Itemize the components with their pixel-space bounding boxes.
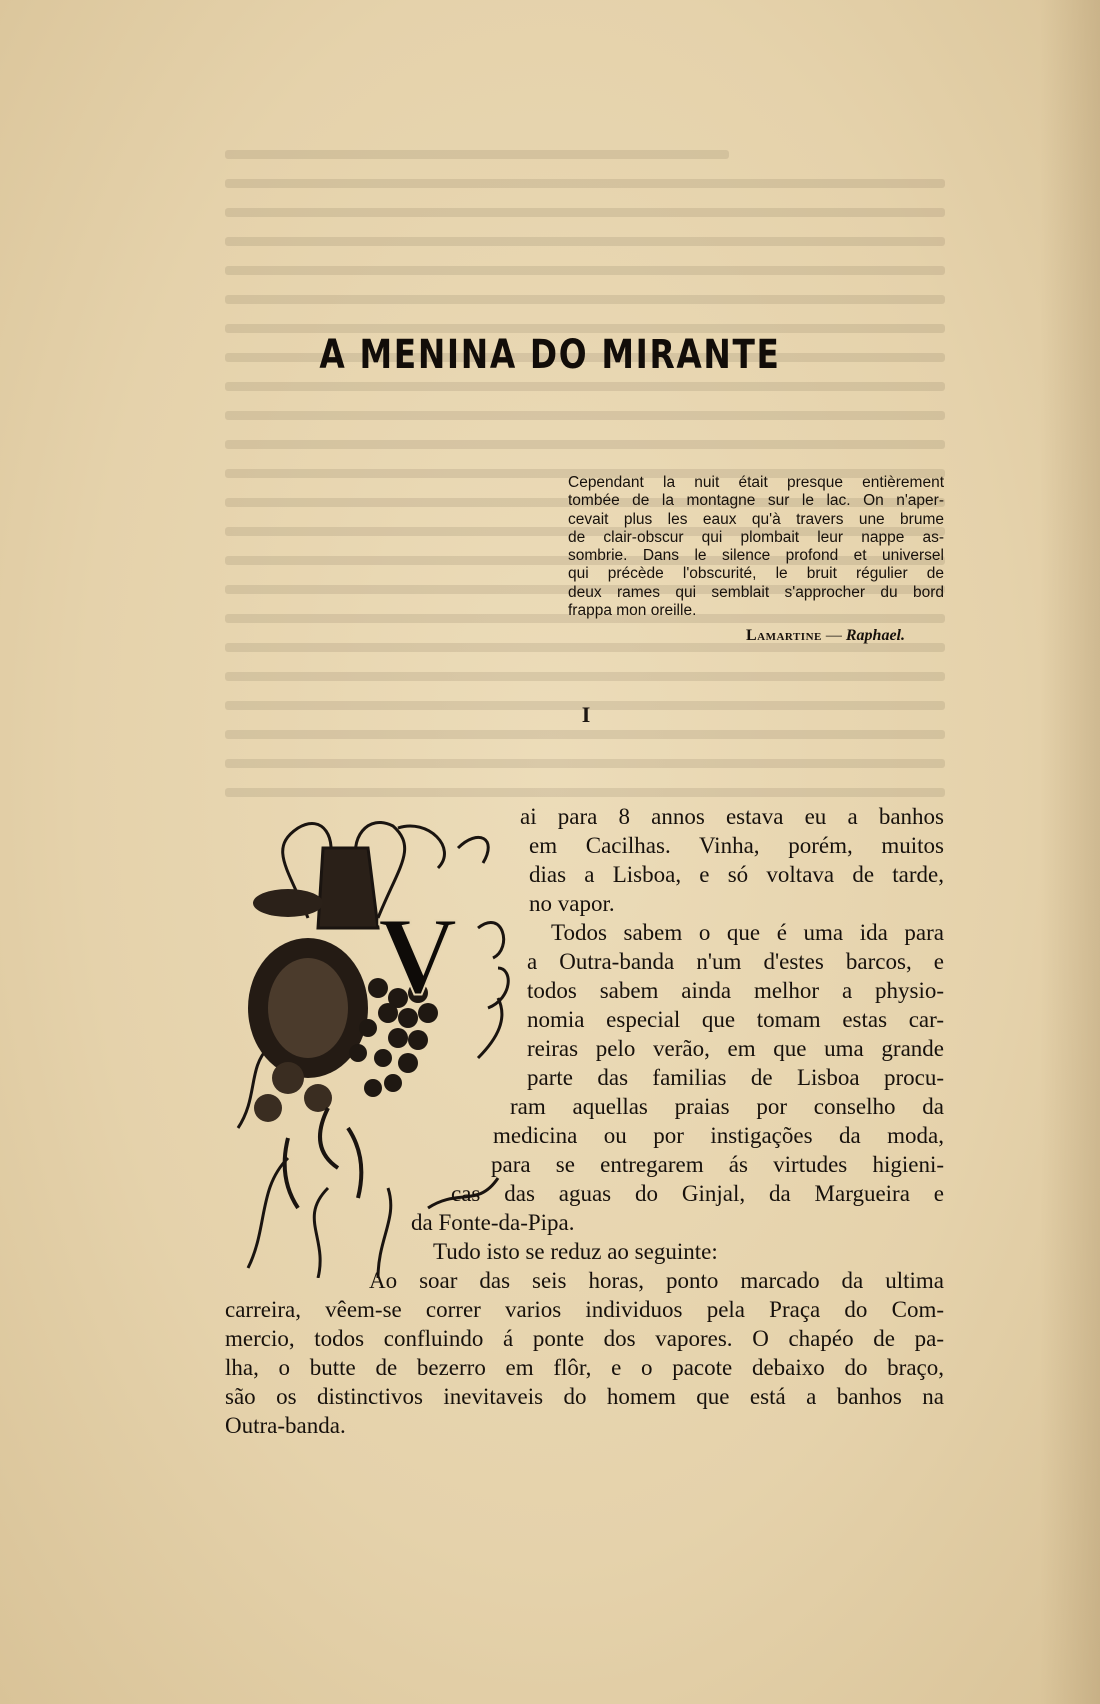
epigraph-line: cevait plus les eaux qu'à travers une brume (568, 510, 944, 528)
chapter-title: A MENINA DO MIRANTE (319, 332, 781, 378)
text-line: lha, o butte de bezerro em flôr, e o pacote debaixo do braço, (225, 1355, 944, 1380)
epigraph-author: Lamartine (745, 627, 822, 644)
text-line: Tudo isto se reduz ao seguinte: (433, 1239, 718, 1264)
text-line: ai para 8 annos estava eu a banhos (520, 804, 944, 829)
section-number: I (581, 702, 591, 727)
text-line: ram aquellas praias por conselho da (510, 1094, 944, 1119)
epigraph-work: Raphael. (845, 627, 905, 644)
epigraph-line: qui précède l'obscurité, le bruit régulier de (568, 565, 944, 583)
drop-cap-letter: V (378, 895, 458, 1017)
text-line: da Fonte-da-Pipa. (411, 1210, 575, 1235)
text-line: carreira, vêem-se correr varios individuos pela Praça do Com- (225, 1297, 944, 1322)
epigraph-line: de clair-obscur qui plombait leur nappe as- (568, 528, 944, 546)
text-line: Todos sabem o que é uma ida para (551, 920, 944, 945)
text-line: no vapor. (529, 891, 615, 916)
text-line: medicina ou por instigações da moda, (493, 1123, 944, 1148)
text-line: parte das familias de Lisboa procu- (527, 1065, 944, 1090)
text-line: para se entregarem ás virtudes higieni- (491, 1152, 944, 1177)
text-line: mercio, todos confluindo á ponte dos vapores. O chapéo de pa- (225, 1326, 944, 1351)
text-line: Ao soar das seis horas, ponto marcado da ultima (369, 1268, 944, 1293)
text-line: dias a Lisboa, e só voltava de tarde, (529, 862, 944, 887)
text-line: cas das aguas do Ginjal, da Margueira e (451, 1181, 944, 1206)
text-line: nomia especial que tomam estas car- (527, 1007, 944, 1032)
text-line: a Outra-banda n'um d'estes barcos, e (527, 949, 944, 974)
epigraph-line: deux rames qui semblait s'approcher du bord (568, 583, 944, 601)
text-line: Outra-banda. (225, 1413, 346, 1438)
text-line: todos sabem ainda melhor a physio- (527, 978, 944, 1003)
text-line: são os distinctivos inevitaveis do homem que está a banhos na (225, 1384, 944, 1409)
text-line: em Cacilhas. Vinha, porém, muitos (529, 833, 944, 858)
attribution-dash: — (825, 627, 842, 644)
epigraph-line: tombée de la montagne sur le lac. On n'aper- (568, 492, 944, 510)
epigraph-line: frappa mon oreille. (568, 602, 697, 620)
text-line: reiras pelo verão, em que uma grande (527, 1036, 944, 1061)
epigraph-line: sombrie. Dans le silence profond et universel (568, 547, 944, 565)
epigraph-line: Cependant la nuit était presque entièrement (568, 474, 944, 491)
